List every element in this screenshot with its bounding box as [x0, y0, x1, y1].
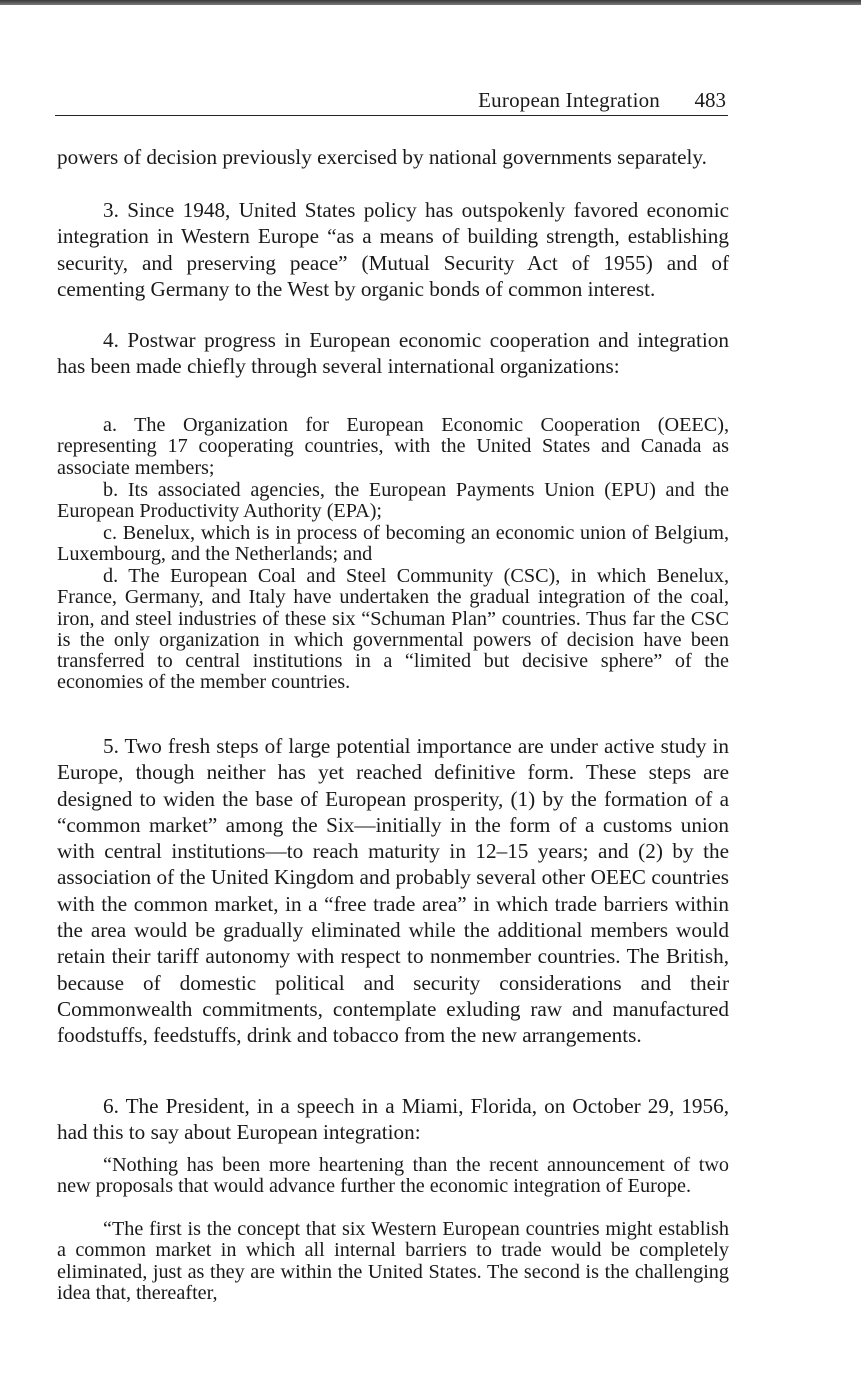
list-item-d: d. The European Coal and Steel Community (CSC), in which Benelux, France, Germany, and Italy have undertaken the gradual integration of the coal, iron, and steel industries of these six “Schuman Plan” countries. Thus far the CSC is the only organization in which governmental powers of decision have been transferred to central institutions in a “limited but decisive sphere” of the economies of the member countries.	[57, 565, 729, 694]
paragraph-5: 5. Two fresh steps of large potential importance are under active study in Europe, though neither has yet reached definitive form. These steps are designed to widen the base of European prosperity, (1) by the formation of a “common market” among the Six—initially in the form of a customs union with central institutions—to reach maturity in 12–15 years; and (2) by the association of the United Kingdom and probably several other OEEC countries with the common market, in a “free trade area” in which trade barriers within the area would be gradually eliminated while the additional members would retain their tariff autonomy with respect to nonmember countries. The British, because of domestic political and security considerations and their Commonwealth commitments, contemplate exluding raw and manufactured foodstuffs, feedstuffs, drink and tobacco from the new arrangements.	[57, 734, 729, 1048]
list-item-c: c. Benelux, which is in process of becoming an economic union of Belgium, Luxembourg, and the Netherlands; and	[57, 522, 729, 566]
running-header	[55, 88, 728, 116]
paragraph-3: 3. Since 1948, United States policy has outspokenly favored economic integration in Western Europe “as a means of building strength, establishing security, and preserving peace” (Mutual Security Act of 1955) and of cementing Germany to the West by organic bonds of common interest.	[57, 198, 729, 301]
list-item-b: b. Its associated agencies, the European Payments Union (EPU) and the European Productivity Authority (EPA);	[57, 479, 729, 523]
quote-paragraph-1: “Nothing has been more heartening than the recent announcement of two new proposals that would advance further the economic integration of Europe.	[57, 1154, 729, 1198]
quote-paragraph-2: “The first is the concept that six Western European countries might establish a common market in which all internal barriers to trade would be completely eliminated, just as they are within the United States. The second is the challenging idea that, thereafter,	[57, 1218, 729, 1304]
page-number: 483	[694, 88, 726, 112]
paragraph-continued: powers of decision previously exercised by national governments separately.	[57, 145, 707, 169]
paragraph-6: 6. The President, in a speech in a Miami, Florida, on October 29, 1956, had this to say about European integration:	[57, 1094, 729, 1145]
page-edge-shadow	[0, 0, 861, 5]
paragraph-4: 4. Postwar progress in European economic cooperation and integration has been made chiefly through several international organizations:	[57, 328, 729, 379]
running-header-title: European Integration	[478, 88, 660, 112]
list-item-a: a. The Organization for European Economic Cooperation (OEEC), representing 17 cooperating countries, with the United States and Canada as associate members;	[57, 414, 729, 479]
